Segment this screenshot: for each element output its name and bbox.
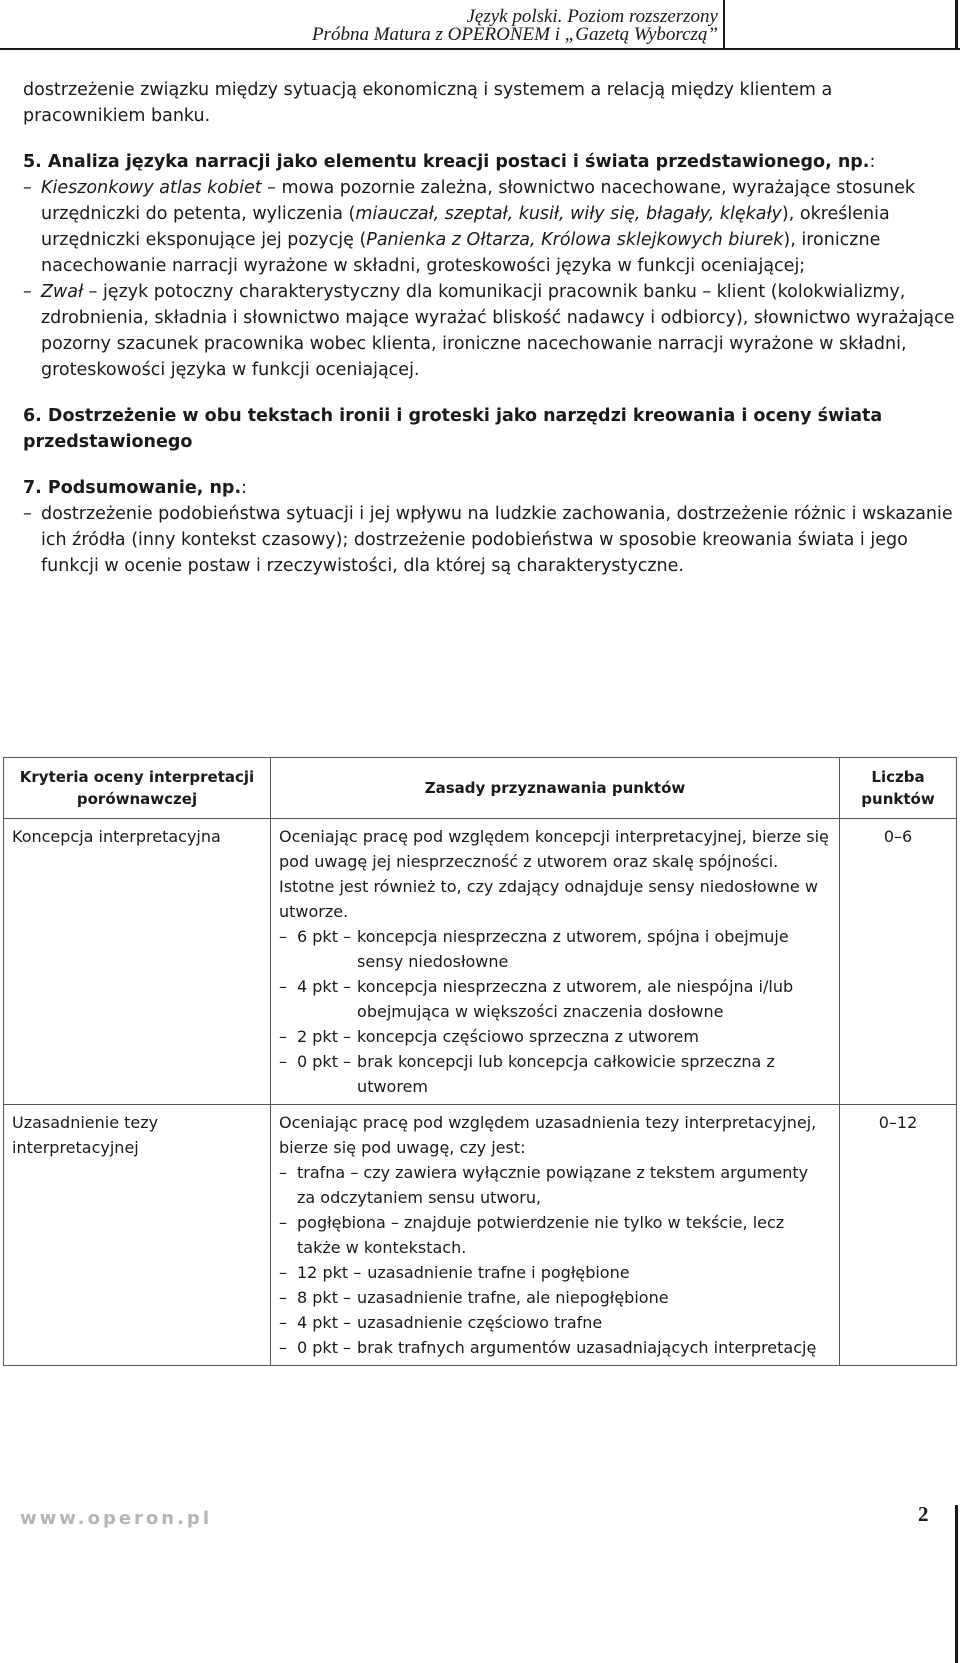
section-7-heading: 7. Podsumowanie, np.: [23,478,248,498]
bullet-item: – pogłębiona – znajduje potwierdzenie nie tylko w tekście, lecz także w kontekstach. [279,1210,831,1260]
section-5-heading: 5. Analiza języka narracji jako elementu kreacji postaci i świata przedstawionego, np.: [23,152,876,172]
rules-intro: Oceniając pracę pod względem koncepcji interpretacyjnej, bierze się pod uwagę jej niesprzeczność z utworem oraz skalę spójności. Istotne jest również to, czy zdający odnajduje sensy niedosłowne w utworze. [279,827,829,921]
table-row [4,819,957,1105]
header-points: Liczba punktów [840,758,957,819]
table-row [4,1105,957,1366]
section-7-item-1: – dostrzeżenie podobieństwa sytuacji i jej wpływu na ludzkie zachowania, dostrzeżenie różnic i wskazanie ich źródła (inny kontekst czasowy); dostrzeżenie podobieństwa w sposobie kreowania świata i jego funkcji w ocenie postaw i rzeczywistości, dla której są charakterystyczne. [23,501,957,579]
section-6-heading: 6. Dostrzeżenie w obu tekstach ironii i groteski jako narzędzi kreowania i oceny świata przedstawionego [23,406,883,452]
footer-right-edge [955,1505,958,1663]
body-text [23,77,957,579]
level-item: – 4 pkt – uzasadnienie częściowo trafne [279,1310,831,1335]
intro-paragraph: dostrzeżenie związku między sytuacją ekonomiczną i systemem a relacją między klientem a pracownikiem banku. [23,80,833,126]
section-5-item-2: – Zwał – język potoczny charakterystyczny dla komunikacji pracownik banku – klient (kolokwializmy, zdrobnienia, składnia i słownictwo mające wyrażać bliskość nadawcy i odbiorcy), słownictwo wyrażające pozorny szacunek pracownika wobec klienta, ironiczne nacechowanie narracji wyrażone w składni, groteskowości języka w funkcji oceniającej. [23,279,957,383]
points-cell: 0–12 [840,1105,957,1366]
page-number: 2 [918,1502,929,1526]
bullet-item: – trafna – czy zawiera wyłącznie powiązane z tekstem argumenty za odczytaniem sensu utworu, [279,1160,831,1210]
header-criteria: Kryteria oceny interpretacji porównawczej [4,758,271,819]
level-item: – 0 pkt – brak koncepcji lub koncepcja całkowicie sprzeczna z utworem [279,1049,831,1099]
level-item: – 12 pkt – uzasadnienie trafne i pogłębione [279,1260,831,1285]
header-rule [0,48,960,50]
header-title: Język polski. Poziom rozszerzony [466,6,718,27]
criterion-cell: Koncepcja interpretacyjna [4,819,271,1105]
header-right-edge [955,0,958,50]
header-rules: Zasady przyznawania punktów [271,758,840,819]
level-item: – 2 pkt – koncepcja częściowo sprzeczna z utworem [279,1024,831,1049]
header-subtitle: Próbna Matura z OPERONEM i „Gazetą Wyborczą” [311,24,718,45]
points-cell: 0–6 [840,819,957,1105]
scoring-table [3,757,957,1366]
level-item: – 8 pkt – uzasadnienie trafne, ale niepogłębione [279,1285,831,1310]
criterion-cell: Uzasadnienie tezy interpretacyjnej [4,1105,271,1366]
level-item: – 4 pkt – koncepcja niesprzeczna z utworem, ale niespójna i/lub obejmująca w większości znaczenia dosłowne [279,974,831,1024]
table-header-row [4,758,957,819]
rules-cell [271,819,840,1105]
rules-intro: Oceniając pracę pod względem uzasadnienia tezy interpretacyjnej, bierze się pod uwagę, czy jest: [279,1113,817,1157]
level-item: – 0 pkt – brak trafnych argumentów uzasadniających interpretację [279,1335,831,1360]
section-5-item-1: – Kieszonkowy atlas kobiet – mowa pozornie zależna, słownictwo nacechowane, wyrażające stosunek urzędniczki do petenta, wyliczenia (miauczał, szeptał, kusił, wiły się, błagały, klękały), określenia urzędniczki eksponujące jej pozycję (Panienka z Ołtarza, Królowa sklejkowych biurek), ironiczne nacechowanie narracji wyrażone w składni, groteskowości języka w funkcji oceniającej; [23,175,957,279]
header-divider [723,0,725,50]
level-item: – 6 pkt – koncepcja niesprzeczna z utworem, spójna i obejmuje sensy niedosłowne [279,924,831,974]
rules-cell [271,1105,840,1366]
footer-url-link[interactable]: www.operon.pl [20,1508,212,1529]
